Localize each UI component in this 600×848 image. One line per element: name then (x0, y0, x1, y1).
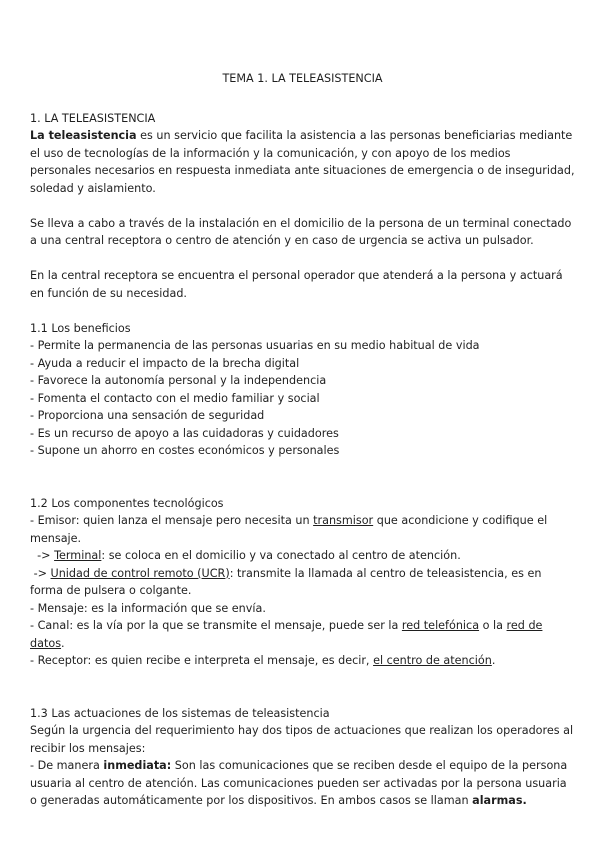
red-telefonica-term: red telefónica (401, 619, 480, 632)
section-1-heading: 1. LA TELEASISTENCIA (30, 111, 156, 125)
emisor-line (30, 512, 575, 547)
transmisor-term: transmisor (313, 514, 374, 527)
section-1-2-heading: 1.2 Los componentes tecnológicos (30, 496, 224, 510)
ucr-term: Unidad de control remoto (UCR) (50, 566, 230, 580)
receptor-text-end: . (491, 654, 496, 667)
section-1-3-heading: 1.3 Las actuaciones de los sistemas de teleasistencia (30, 706, 330, 720)
canal-line (30, 617, 575, 652)
benefits-list (30, 337, 575, 460)
inmediata-prefix: - De manera (30, 759, 104, 772)
list-item: - Supone un ahorro en costes económicos y personales (30, 444, 340, 457)
centro-atencion-term: el centro de atención (373, 654, 492, 667)
canal-text: - Canal: es la vía por la que se transmite el mensaje, puede ser la (30, 619, 402, 632)
canal-text-mid: o la (479, 619, 507, 632)
list-item: - Es un recurso de apoyo a las cuidadoras y cuidadores (30, 426, 339, 440)
receptor-text: - Receptor: es quien recibe e interpreta el mensaje, es decir, (30, 654, 374, 667)
mensaje-line: - Mensaje: es la información que se envía. (30, 601, 266, 615)
emisor-text-end: que acondicione y codifique el mensaje. (30, 514, 548, 545)
list-item: - Proporciona una sensación de seguridad (30, 409, 265, 422)
ucr-text: : transmite la llamada al centro de teleasistencia, es en forma de pulsera o colgante. (30, 566, 546, 597)
terminal-term: Terminal (54, 549, 102, 562)
inmediata-term: inmediata: (103, 759, 172, 772)
emisor-text: - Emisor: quien lanza el mensaje pero necesita un (30, 514, 314, 527)
alarmas-term: alarmas. (472, 794, 527, 807)
section-1-1-heading: 1.1 Los beneficios (30, 321, 131, 335)
document-title: TEMA 1. LA TELEASISTENCIA (222, 72, 383, 85)
red-de-datos-term: red de datos (30, 619, 543, 650)
terminal-text: : se coloca en el domicilio y va conectado al centro de atención. (101, 549, 461, 562)
arrow-prefix: -> (30, 549, 55, 562)
list-item: - Fomenta el contacto con el medio familiar y social (30, 391, 320, 405)
list-item: - Ayuda a reducir el impacto de la brecha digital (30, 356, 300, 370)
list-item: - Permite la permanencia de las personas usuarias en su medio habitual de vida (30, 339, 480, 352)
inmediata-paragraph (30, 757, 575, 810)
document-page (30, 70, 575, 810)
list-item: - Favorece la autonomía personal y la independencia (30, 374, 327, 387)
section-1-paragraph-2: Se lleva a cabo a través de la instalación en el domicilio de la persona de un terminal conectado a una central receptora o centro de atención y en caso de urgencia se activa un pulsador. (30, 216, 572, 247)
section-1-paragraph-3: En la central receptora se encuentra el personal operador que atenderá a la persona y actuará en función de su necesidad. (30, 269, 563, 300)
section-1-paragraph-1 (30, 127, 575, 197)
ucr-line (30, 565, 575, 600)
inmediata-text: Son las comunicaciones que se reciben desde el equipo de la persona usuaria al centro de atención. Las comunicaciones pueden ser activadas por la persona usuaria o generadas automáticamente por los dispositivos. En ambos casos se llaman (30, 759, 568, 807)
canal-text-end: . (61, 636, 65, 650)
term-teleasistencia: La teleasistencia (30, 129, 137, 142)
arrow-prefix: -> (30, 566, 51, 580)
receptor-line (30, 652, 575, 670)
section-1-3-intro: Según la urgencia del requerimiento hay dos tipos de actuaciones que realizan los operadores al recibir los mensajes: (30, 724, 574, 755)
terminal-line (30, 547, 575, 565)
paragraph-text: es un servicio que facilita la asistencia a las personas beneficiarias mediante el uso de tecnologías de la información y la comunicación, y con apoyo de los medios personales necesarios en respuesta inmediata ante situaciones de emergencia o de inseguridad, soledad y aislamiento. (30, 129, 575, 195)
